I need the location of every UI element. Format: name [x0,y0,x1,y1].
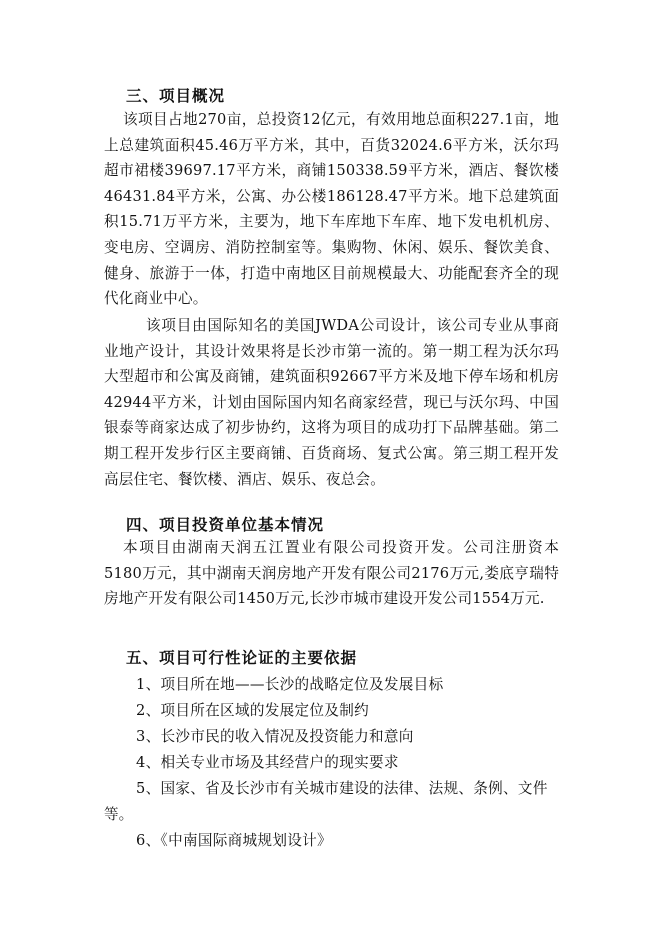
section-3-paragraph-1: 该项目占地270亩，总投资12亿元，有效用地总面积227.1亩，地上总建筑面积45.46万平方米，其中，百货32024.6平方米，沃尔玛超市裙楼39697.17平方米，商铺150338.59平方米，酒店、餐饮楼46431.84平方米，公寓、办公楼186128.47平方米。地下总建筑面积15.71万平方米，主要为，地下车库地下车库、地下发电机机房、变电房、空调房、消防控制室等。集购物、休闲、娱乐、餐饮美食、健身、旅游于一体，打造中南地区目前规模最大、功能配套齐全的现代化商业中心。 [104,111,559,308]
section-4-heading: 四、项目投资单位基本情况 [126,516,325,534]
basis-item-6: 6、《中南国际商城规划设计》 [136,832,332,849]
section-3-paragraph-2: 该项目由国际知名的美国JWDA公司设计，该公司专业从事商业地产设计，其设计效果将是长沙市第一流的。第一期工程为沃尔玛大型超市和公寓及商铺，建筑面积92667平方米及地下停车场和机房42944平方米，计划由国际国内知名商家经营，现已与沃尔玛、中国银泰等商家达成了初步协约，这将为项目的成功打下品牌基础。第二期工程开发步行区主要商铺、百货商场、复式公寓。第三期工程开发高层住宅、餐饮楼、酒店、娱乐、夜总会。 [104,317,559,488]
basis-item-4: 4、相关专业市场及其经营户的现实要求 [136,754,399,771]
basis-item-5: 5、国家、省及长沙市有关城市建设的法律、法规、条例、文件 [136,780,548,797]
section-3-heading: 三、项目概况 [126,87,226,105]
section-5-heading: 五、项目可行性论证的主要依据 [126,649,358,667]
basis-item-1: 1、项目所在地——长沙的战略定位及发展目标 [136,676,444,693]
basis-item-2: 2、项目所在区域的发展定位及制约 [136,702,369,719]
basis-item-3: 3、长沙市民的收入情况及投资能力和意向 [136,728,414,745]
basis-item-5-continuation: 等。 [104,806,134,823]
section-4-paragraph-1: 本项目由湖南天润五江置业有限公司投资开发。公司注册资本5180万元，其中湖南天润房地产开发有限公司2176万元,娄底亨瑞特房地产开发有限公司1450万元,长沙市城市建设开发公司1554万元. [104,539,559,608]
